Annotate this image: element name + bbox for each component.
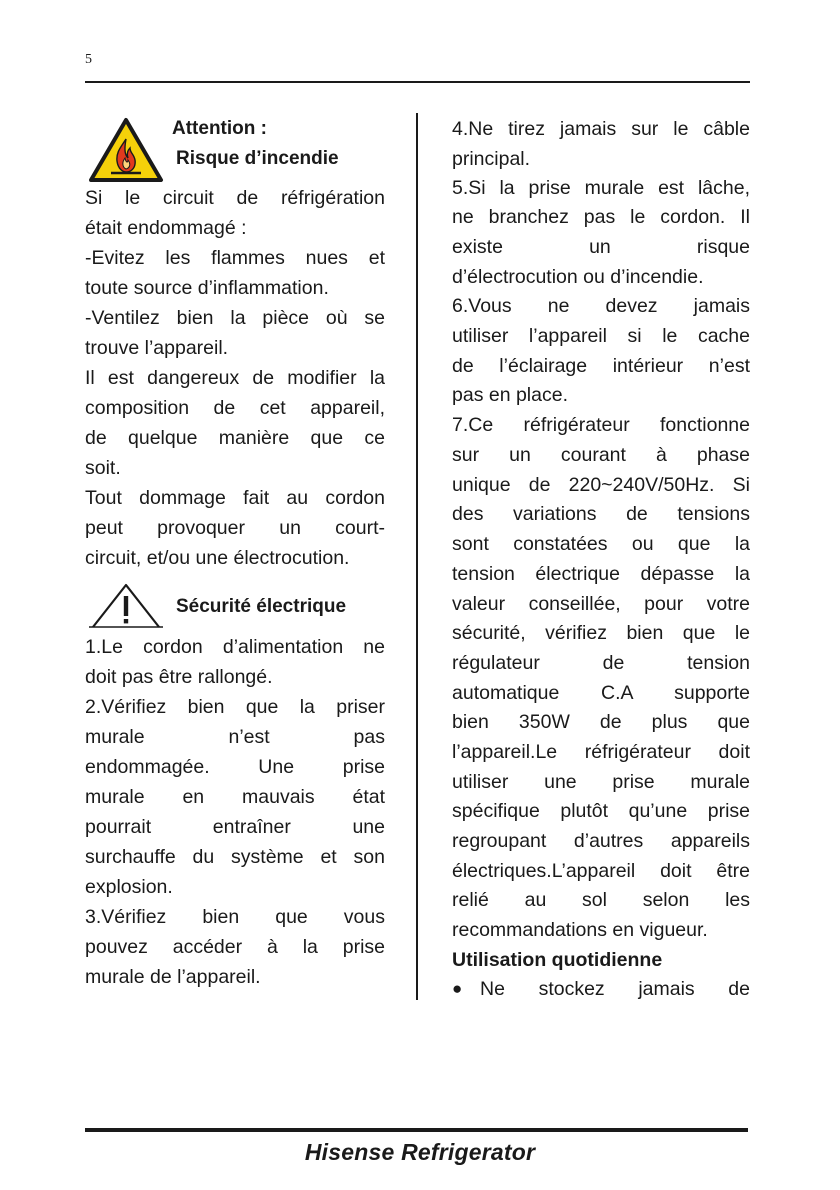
- text-line: Si le circuit de réfrigération: [85, 187, 385, 209]
- text-line: peut provoquer un court-: [85, 517, 385, 539]
- text-line: ne branchez pas le cordon. Il: [452, 206, 750, 228]
- text-line: toute source d’inflammation.: [85, 277, 329, 299]
- text-line: recommandations en vigueur.: [452, 919, 708, 941]
- text-line: valeur conseillée, pour votre: [452, 593, 750, 615]
- bullet-text: Ne stockez jamais de: [480, 978, 750, 1000]
- text-line: 6.Vous ne devez jamais: [452, 295, 750, 317]
- page-number: 5: [85, 52, 92, 67]
- text-line: endommagée. Une prise: [85, 756, 385, 778]
- text-line: explosion.: [85, 876, 173, 898]
- text-line: -Ventilez bien la pièce où se: [85, 307, 385, 329]
- text-line: utiliser une prise murale: [452, 771, 750, 793]
- daily-use-heading: Utilisation quotidienne: [452, 949, 663, 971]
- text-line: 5.Si la prise murale est lâche,: [452, 177, 750, 199]
- text-line: des variations de tensions: [452, 503, 750, 525]
- text-line: d’électrocution ou d’incendie.: [452, 266, 704, 288]
- bullet-icon: ●: [452, 979, 463, 998]
- text-line: automatique C.A supporte: [452, 682, 750, 704]
- text-line: doit pas être rallongé.: [85, 666, 273, 688]
- text-line: 2.Vérifiez bien que la priser: [85, 696, 385, 718]
- text-line: circuit, et/ou une électrocution.: [85, 547, 350, 569]
- text-line: utiliser l’appareil si le cache: [452, 325, 750, 347]
- text-line: sécurité, vérifiez bien que le: [452, 622, 750, 644]
- text-line: 4.Ne tirez jamais sur le câble: [452, 118, 750, 140]
- text-line: existe un risque: [452, 236, 750, 258]
- text-line: Tout dommage fait au cordon: [85, 487, 385, 509]
- text-line: composition de cet appareil,: [85, 397, 385, 419]
- text-line: pouvez accéder à la prise: [85, 936, 385, 958]
- text-line: 7.Ce réfrigérateur fonctionne: [452, 414, 750, 436]
- brand-footer: Hisense Refrigerator: [304, 1139, 536, 1165]
- column-divider: [416, 113, 418, 1000]
- text-line: pas en place.: [452, 384, 569, 406]
- text-line: principal.: [452, 148, 531, 170]
- footer-rule: [85, 1128, 748, 1132]
- text-line: de quelque manière que ce: [85, 427, 385, 449]
- warning-triangle-icon: [89, 582, 163, 630]
- text-line: 3.Vérifiez bien que vous: [85, 906, 385, 928]
- text-line: soit.: [85, 457, 121, 479]
- text-line: relié au sol selon les: [452, 889, 750, 911]
- text-line: régulateur de tension: [452, 652, 750, 674]
- text-line: regroupant d’autres appareils: [452, 830, 750, 852]
- text-line: murale de l’appareil.: [85, 966, 261, 988]
- text-line: pourrait entraîner une: [85, 816, 385, 838]
- bullet-item: [452, 974, 750, 1004]
- fire-heading-line-2: Risque d’incendie: [176, 148, 339, 169]
- text-line: murale en mauvais état: [85, 786, 385, 808]
- text-line: était endommagé :: [85, 217, 247, 239]
- text-line: Il est dangereux de modifier la: [85, 367, 385, 389]
- text-line: murale n’est pas: [85, 726, 385, 748]
- text-line: trouve l’appareil.: [85, 337, 229, 359]
- text-line: bien 350W de plus que: [452, 711, 750, 733]
- electrical-heading: Sécurité électrique: [176, 596, 347, 617]
- text-line: l’appareil.Le réfrigérateur doit: [452, 741, 750, 763]
- text-line: -Evitez les flammes nues et: [85, 247, 385, 269]
- text-line: sur un courant à phase: [452, 444, 750, 466]
- text-line: spécifique plutôt qu’une prise: [452, 800, 750, 822]
- text-line: sont constatées ou que la: [452, 533, 750, 555]
- text-line: 1.Le cordon d’alimentation ne: [85, 636, 385, 658]
- text-line: unique de 220~240V/50Hz. Si: [452, 474, 750, 496]
- text-line: de l’éclairage intérieur n’est: [452, 355, 750, 377]
- text-line: électriques.L’appareil doit être: [452, 860, 750, 882]
- fire-warning-icon: [88, 117, 164, 183]
- header-rule: [85, 81, 750, 83]
- text-line: surchauffe du système et son: [85, 846, 385, 868]
- fire-heading-line-1: Attention :: [172, 118, 267, 139]
- text-line: tension électrique dépasse la: [452, 563, 750, 585]
